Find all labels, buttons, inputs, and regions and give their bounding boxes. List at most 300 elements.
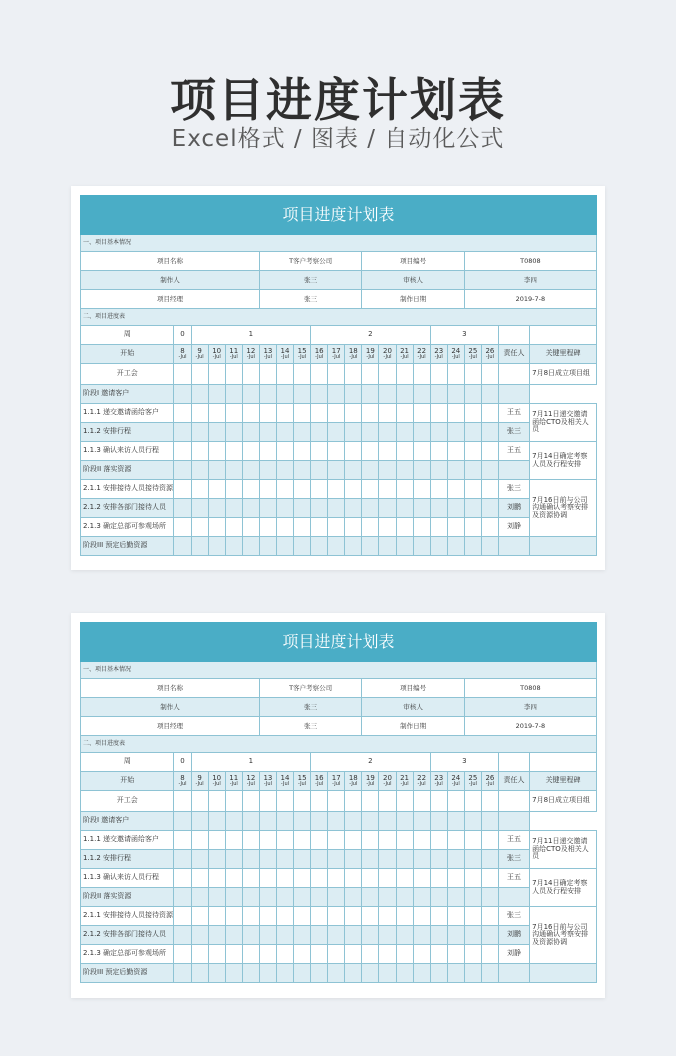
gantt-cell	[294, 812, 311, 831]
gantt-cell	[328, 831, 345, 850]
gantt-cell	[276, 537, 293, 556]
gantt-cell	[362, 480, 379, 499]
gantt-cell	[447, 423, 464, 442]
gantt-cell	[259, 537, 276, 556]
day-header	[259, 772, 276, 791]
gantt-cell	[379, 850, 396, 869]
gantt-cell	[447, 964, 464, 983]
gantt-cell	[225, 423, 242, 442]
day-header	[311, 345, 328, 364]
gantt-cell	[311, 364, 328, 385]
task-owner	[498, 964, 529, 983]
gantt-cell	[430, 404, 447, 423]
sheet-content	[80, 195, 597, 556]
week-owner-blank	[498, 753, 529, 772]
gantt-cell	[481, 869, 498, 888]
gantt-cell	[311, 480, 328, 499]
day-header	[208, 772, 225, 791]
gantt-cell	[191, 442, 208, 461]
task-owner: 王五	[498, 404, 529, 423]
reviewer-value: 李四	[464, 271, 596, 290]
day-header	[464, 345, 481, 364]
gantt-cell	[447, 385, 464, 404]
gantt-cell	[464, 364, 481, 385]
gantt-cell	[174, 831, 191, 850]
gantt-cell	[464, 537, 481, 556]
author-label: 制作人	[81, 698, 260, 717]
gantt-cell	[294, 869, 311, 888]
gantt-cell	[430, 831, 447, 850]
gantt-cell	[191, 945, 208, 964]
task-owner	[498, 385, 529, 404]
week-1: 1	[191, 753, 311, 772]
gantt-cell	[481, 831, 498, 850]
gantt-cell	[294, 364, 311, 385]
gantt-cell	[174, 499, 191, 518]
gantt-cell	[447, 404, 464, 423]
gantt-cell	[430, 537, 447, 556]
gantt-cell	[413, 385, 430, 404]
task-owner: 刘鹏	[498, 499, 529, 518]
task-owner: 张三	[498, 850, 529, 869]
task-name: 阶段II 落实资源	[81, 888, 174, 907]
gantt-cell	[430, 364, 447, 385]
section-basic-info: 一、项目基本情况	[81, 235, 597, 252]
day-header	[396, 345, 413, 364]
week-1: 1	[191, 326, 311, 345]
gantt-cell	[481, 442, 498, 461]
day-header	[191, 345, 208, 364]
gantt-cell	[259, 499, 276, 518]
gantt-cell	[294, 423, 311, 442]
gantt-cell	[464, 812, 481, 831]
day-header	[276, 345, 293, 364]
gantt-cell	[345, 812, 362, 831]
day-month: -Jul	[298, 781, 307, 788]
day-header	[413, 772, 430, 791]
task-row	[81, 423, 597, 442]
gantt-cell	[174, 518, 191, 537]
gantt-cell	[430, 888, 447, 907]
gantt-cell	[174, 850, 191, 869]
gantt-cell	[396, 442, 413, 461]
gantt-cell	[242, 404, 259, 423]
gantt-cell	[276, 461, 293, 480]
gantt-cell	[464, 945, 481, 964]
author-value: 张三	[259, 271, 361, 290]
day-header	[362, 772, 379, 791]
gantt-cell	[311, 850, 328, 869]
gantt-cell	[464, 385, 481, 404]
day-header	[413, 345, 430, 364]
gantt-cell	[362, 888, 379, 907]
day-header	[430, 772, 447, 791]
gantt-cell	[396, 385, 413, 404]
day-month: -Jul	[366, 781, 375, 788]
day-month: -Jul	[349, 354, 358, 361]
gantt-cell	[242, 791, 259, 812]
task-row	[81, 831, 597, 850]
gantt-cell	[311, 385, 328, 404]
gantt-cell	[191, 518, 208, 537]
task-owner: 刘静	[498, 945, 529, 964]
day-header	[379, 772, 396, 791]
gantt-cell	[174, 385, 191, 404]
gantt-cell	[328, 404, 345, 423]
gantt-cell	[481, 907, 498, 926]
gantt-cell	[225, 964, 242, 983]
day-month: -Jul	[280, 354, 290, 361]
day-number: 25	[468, 346, 478, 355]
gantt-cell	[208, 442, 225, 461]
gantt-cell	[191, 480, 208, 499]
gantt-cell	[328, 791, 345, 812]
spreadsheet-preview-1	[71, 186, 605, 570]
gantt-cell	[276, 791, 293, 812]
day-header	[276, 772, 293, 791]
gantt-cell	[481, 404, 498, 423]
day-number: 18	[348, 346, 358, 355]
gantt-cell	[396, 499, 413, 518]
gantt-cell	[328, 869, 345, 888]
gantt-cell	[379, 907, 396, 926]
week-2: 2	[311, 753, 431, 772]
gantt-cell	[328, 888, 345, 907]
gantt-cell	[413, 518, 430, 537]
day-header	[225, 345, 242, 364]
gantt-cell	[345, 945, 362, 964]
gantt-cell	[294, 385, 311, 404]
week-label: 周	[81, 326, 174, 345]
task-row	[81, 385, 597, 404]
gantt-cell	[379, 518, 396, 537]
day-header	[430, 345, 447, 364]
task-name: 1.1.3 确认来访人员行程	[81, 442, 174, 461]
gantt-cell	[191, 499, 208, 518]
gantt-cell	[464, 791, 481, 812]
day-month: -Jul	[298, 354, 307, 361]
day-header	[481, 772, 498, 791]
week-owner-blank	[498, 326, 529, 345]
date-label: 制作日期	[362, 717, 464, 736]
gantt-cell	[259, 404, 276, 423]
day-number: 9	[197, 346, 202, 355]
gantt-cell	[464, 518, 481, 537]
gantt-cell	[379, 364, 396, 385]
gantt-cell	[276, 888, 293, 907]
day-number: 26	[485, 773, 495, 782]
project-code-value: T0808	[464, 252, 596, 271]
gantt-cell	[311, 945, 328, 964]
gantt-cell	[208, 480, 225, 499]
gantt-cell	[191, 364, 208, 385]
gantt-cell	[430, 423, 447, 442]
gantt-cell	[345, 850, 362, 869]
gantt-cell	[225, 442, 242, 461]
day-month: -Jul	[178, 354, 187, 361]
day-month: -Jul	[212, 354, 221, 361]
gantt-cell	[396, 812, 413, 831]
project-code-value: T0808	[464, 679, 596, 698]
gantt-cell	[242, 385, 259, 404]
gantt-cell	[413, 812, 430, 831]
gantt-cell	[208, 461, 225, 480]
gantt-cell	[294, 964, 311, 983]
gantt-cell	[242, 461, 259, 480]
day-header	[464, 772, 481, 791]
task-owner: 张三	[498, 480, 529, 499]
gantt-cell	[242, 831, 259, 850]
milestone-note: 7月16日前与公司沟通确认考察安排及资源协调	[530, 907, 597, 964]
task-name: 阶段I 邀请客户	[81, 385, 174, 404]
gantt-cell	[413, 499, 430, 518]
gantt-cell	[242, 499, 259, 518]
gantt-cell	[464, 869, 481, 888]
day-month: -Jul	[263, 354, 272, 361]
gantt-cell	[430, 385, 447, 404]
gantt-cell	[294, 945, 311, 964]
gantt-cell	[481, 964, 498, 983]
gantt-cell	[242, 850, 259, 869]
gantt-cell	[396, 404, 413, 423]
day-month: -Jul	[451, 781, 460, 788]
day-month: -Jul	[246, 781, 255, 788]
day-header	[481, 345, 498, 364]
gantt-cell	[208, 831, 225, 850]
gantt-cell	[259, 442, 276, 461]
day-number: 14	[280, 346, 290, 355]
gantt-cell	[259, 945, 276, 964]
gantt-cell	[396, 869, 413, 888]
gantt-cell	[208, 499, 225, 518]
day-number: 21	[400, 346, 409, 355]
week-3: 3	[430, 326, 498, 345]
gantt-cell	[396, 831, 413, 850]
gantt-cell	[294, 888, 311, 907]
gantt-cell	[430, 812, 447, 831]
day-number: 11	[229, 346, 239, 355]
gantt-cell	[276, 480, 293, 499]
gantt-cell	[242, 442, 259, 461]
gantt-cell	[242, 907, 259, 926]
day-number: 16	[314, 346, 324, 355]
gantt-cell	[174, 404, 191, 423]
task-row	[81, 537, 597, 556]
gantt-cell	[242, 518, 259, 537]
gantt-cell	[311, 926, 328, 945]
project-code-label: 项目编号	[362, 252, 464, 271]
gantt-cell	[481, 888, 498, 907]
gantt-cell	[225, 480, 242, 499]
milestone-note: 7月8日成立项目组	[530, 791, 597, 812]
gantt-cell	[413, 442, 430, 461]
task-name: 2.1.3 确定总部可参观场所	[81, 945, 174, 964]
task-owner: 刘静	[498, 518, 529, 537]
gantt-cell	[345, 926, 362, 945]
gantt-cell	[259, 850, 276, 869]
gantt-cell	[413, 364, 430, 385]
day-month: -Jul	[263, 781, 272, 788]
task-owner	[498, 537, 529, 556]
reviewer-label: 审核人	[362, 698, 464, 717]
gantt-cell	[345, 423, 362, 442]
gantt-cell	[225, 791, 242, 812]
sheet-content	[80, 622, 597, 983]
day-number: 25	[468, 773, 478, 782]
gantt-cell	[396, 964, 413, 983]
owner-header: 责任人	[498, 345, 529, 364]
day-header	[345, 772, 362, 791]
gantt-cell	[362, 812, 379, 831]
gantt-cell	[345, 480, 362, 499]
gantt-cell	[379, 888, 396, 907]
task-name: 开工会	[81, 791, 174, 812]
gantt-cell	[481, 791, 498, 812]
gantt-cell	[379, 926, 396, 945]
gantt-cell	[225, 926, 242, 945]
gantt-cell	[345, 791, 362, 812]
task-row	[81, 480, 597, 499]
gantt-cell	[396, 850, 413, 869]
task-owner: 王五	[498, 442, 529, 461]
gantt-cell	[259, 926, 276, 945]
gantt-cell	[328, 499, 345, 518]
day-number: 13	[263, 773, 273, 782]
gantt-cell	[208, 812, 225, 831]
gantt-cell	[191, 888, 208, 907]
spreadsheet-preview-2	[71, 613, 605, 998]
gantt-cell	[225, 869, 242, 888]
project-name-label: 项目名称	[81, 679, 260, 698]
gantt-cell	[276, 518, 293, 537]
day-month: -Jul	[400, 354, 409, 361]
milestone-note: 7月11日递交邀请函给CTO及相关人员	[530, 404, 597, 442]
gantt-cell	[259, 791, 276, 812]
gantt-cell	[379, 404, 396, 423]
gantt-cell	[481, 385, 498, 404]
gantt-cell	[447, 831, 464, 850]
gantt-cell	[396, 907, 413, 926]
day-number: 21	[400, 773, 409, 782]
gantt-cell	[294, 537, 311, 556]
gantt-cell	[191, 869, 208, 888]
gantt-cell	[430, 499, 447, 518]
week-2: 2	[311, 326, 431, 345]
gantt-cell	[362, 423, 379, 442]
gantt-cell	[328, 442, 345, 461]
gantt-cell	[174, 945, 191, 964]
day-header	[242, 345, 259, 364]
day-number: 22	[417, 773, 427, 782]
day-header	[328, 772, 345, 791]
task-name: 2.1.1 安排接待人员接待资源	[81, 480, 174, 499]
gantt-cell	[379, 831, 396, 850]
milestone-note: 7月14日确定考察人员及行程安排	[530, 442, 597, 480]
gantt-cell	[464, 480, 481, 499]
task-name: 阶段III 预定后勤资源	[81, 964, 174, 983]
author-label: 制作人	[81, 271, 260, 290]
task-owner	[498, 791, 529, 812]
day-number: 23	[434, 773, 444, 782]
day-month: -Jul	[229, 781, 238, 788]
project-name-label: 项目名称	[81, 252, 260, 271]
gantt-cell	[225, 518, 242, 537]
gantt-cell	[174, 480, 191, 499]
day-number: 12	[246, 773, 256, 782]
day-number: 11	[229, 773, 239, 782]
gantt-cell	[191, 812, 208, 831]
task-name: 阶段III 预定后勤资源	[81, 537, 174, 556]
gantt-cell	[396, 480, 413, 499]
gantt-cell	[481, 537, 498, 556]
day-month: -Jul	[400, 781, 409, 788]
gantt-cell	[242, 364, 259, 385]
gantt-cell	[396, 537, 413, 556]
day-month: -Jul	[349, 781, 358, 788]
gantt-cell	[379, 537, 396, 556]
day-number: 12	[246, 346, 256, 355]
task-row	[81, 518, 597, 537]
day-header	[328, 345, 345, 364]
milestone-note: 7月16日前与公司沟通确认考察安排及资源协调	[530, 480, 597, 537]
gantt-cell	[191, 964, 208, 983]
gantt-cell	[174, 364, 191, 385]
day-header	[294, 345, 311, 364]
gantt-cell	[311, 518, 328, 537]
gantt-cell	[413, 850, 430, 869]
gantt-cell	[311, 442, 328, 461]
day-month: -Jul	[178, 781, 187, 788]
gantt-cell	[294, 926, 311, 945]
gantt-cell	[379, 812, 396, 831]
gantt-cell	[208, 850, 225, 869]
section-basic-info: 一、项目基本情况	[81, 662, 597, 679]
gantt-cell	[396, 926, 413, 945]
gantt-cell	[259, 480, 276, 499]
gantt-cell	[481, 423, 498, 442]
gantt-cell	[174, 907, 191, 926]
gantt-cell	[311, 499, 328, 518]
gantt-cell	[464, 926, 481, 945]
gantt-cell	[276, 869, 293, 888]
gantt-cell	[481, 812, 498, 831]
gantt-cell	[294, 404, 311, 423]
gantt-cell	[191, 831, 208, 850]
manager-label: 项目经理	[81, 290, 260, 309]
gantt-cell	[311, 964, 328, 983]
gantt-cell	[242, 537, 259, 556]
gantt-cell	[379, 791, 396, 812]
gantt-cell	[208, 364, 225, 385]
day-month: -Jul	[383, 781, 392, 788]
gantt-cell	[311, 869, 328, 888]
gantt-cell	[328, 945, 345, 964]
gantt-cell	[413, 869, 430, 888]
gantt-cell	[447, 812, 464, 831]
gantt-cell	[259, 831, 276, 850]
gantt-cell	[259, 964, 276, 983]
task-row	[81, 926, 597, 945]
gantt-cell	[464, 907, 481, 926]
gantt-cell	[311, 537, 328, 556]
section-schedule: 二、项目进度表	[81, 736, 597, 753]
gantt-cell	[276, 850, 293, 869]
gantt-cell	[311, 423, 328, 442]
gantt-cell	[174, 888, 191, 907]
day-number: 8	[180, 346, 185, 355]
task-row	[81, 850, 597, 869]
gantt-cell	[276, 926, 293, 945]
